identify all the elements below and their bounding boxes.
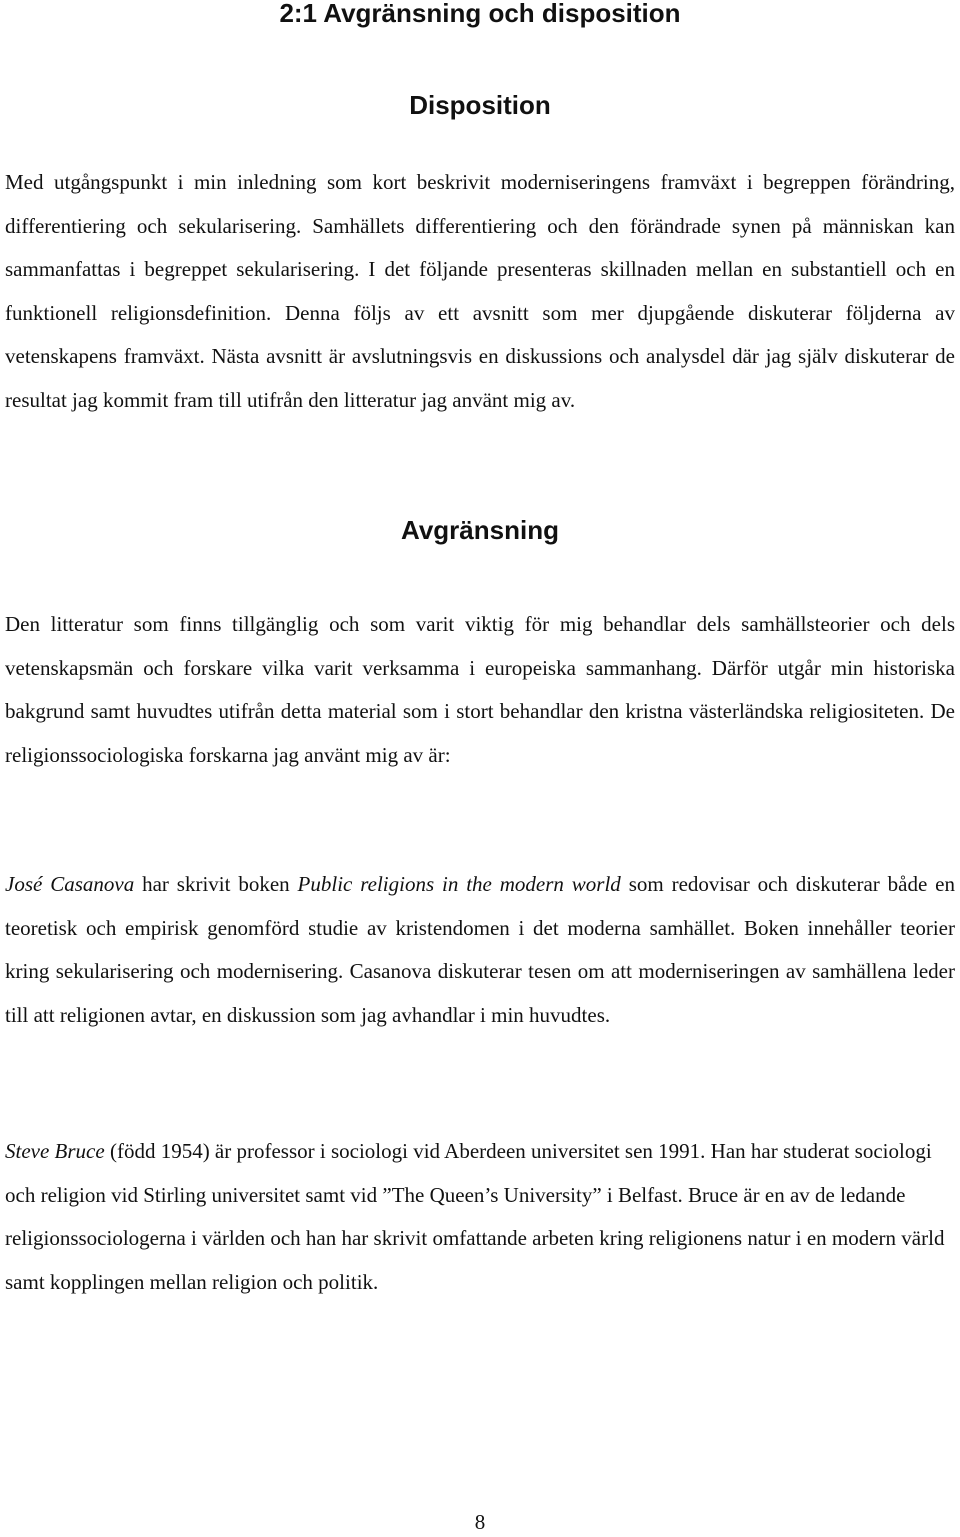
chapter-title: 2:1 Avgränsning och disposition <box>279 0 681 28</box>
book-title: Public religions in the modern world <box>297 872 621 896</box>
bruce-text: (född 1954) är professor i sociologi vid Aberdeen universitet sen 1991. Han har studerat sociologi och religion vid Stirling universitet samt vid ”The Queen’s University” i Belfast. Bruce är en av de ledande religionssociologerna i världen och han har skrivit omfattande arbeten kring religionens natur i en modern värld samt kopplingen mellan religion och politik. <box>5 1139 945 1294</box>
disposition-paragraph: Med utgångspunkt i min inledning som kort beskrivit moderniseringens framväxt i begreppen förändring, differentiering och sekularisering. Samhällets differentiering och den förändrade synen på människan kan sammanfattas i begreppet sekularisering. I det följande presenteras skillnaden mellan en substantiell och en funktionell religionsdefinition. Denna följs av ett avsnitt som mer djupgående diskuterar följderna av vetenskapens framväxt. Nästa avsnitt är avslutningsvis en diskussions och analysdel där jag själv diskuterar de resultat jag kommit fram till utifrån den litteratur jag använt mig av. <box>5 170 955 412</box>
avgransning-paragraph: Den litteratur som finns tillgänglig och som varit viktig för mig behandlar dels samhällsteorier och dels vetenskapsmän och forskare vilka varit verksamma i europeiska sammanhang. Därför utgår min historiska bakgrund samt huvudtes utifrån detta material som i stort behandlar den kristna västerländska religiositeten. De religionssociologiska forskarna jag använt mig av är: <box>5 612 955 767</box>
author-name-bruce: Steve Bruce <box>5 1139 105 1163</box>
section-heading-disposition: Disposition <box>409 90 551 120</box>
section-heading-avgransning: Avgränsning <box>401 515 559 545</box>
casanova-paragraph <box>5 863 955 1037</box>
casanova-text-part-2: som redovisar och diskuterar både en teoretisk och empirisk genomförd studie av kristendomen i det moderna samhället. Boken innehåller teorier kring sekularisering och modernisering. Casanova diskuterar tesen om att moderniseringen av samhällena leder till att religionen avtar, en diskussion som jag avhandlar i min huvudtes. <box>5 872 955 1027</box>
casanova-text-part-1: har skrivit boken <box>134 872 298 896</box>
page-number: 8 <box>474 1510 486 1534</box>
bruce-paragraph <box>5 1130 955 1304</box>
author-name-casanova: José Casanova <box>5 872 135 896</box>
